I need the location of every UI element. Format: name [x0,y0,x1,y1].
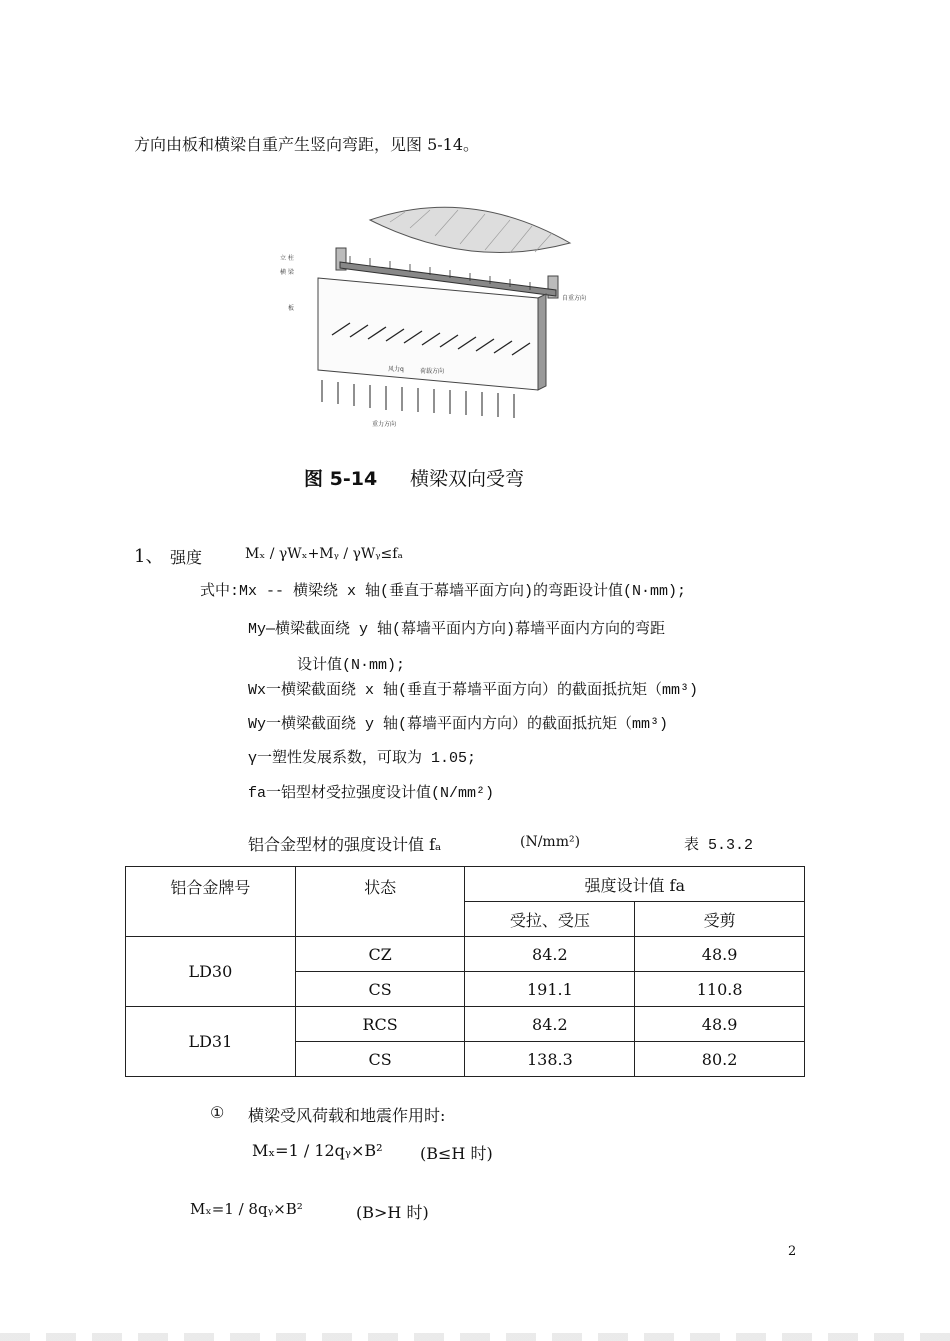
figure-caption-text: 横梁双向受弯 [410,468,525,490]
figure-label-wind: 风力q [388,366,404,373]
bottom-edge-artifact [0,1333,950,1341]
definition-wy: Wy一横梁截面绕 y 轴(幕墙平面内方向）的截面抵抗矩（mm³) [248,716,669,733]
section-number: 1、 [134,546,164,567]
figure-label-load: 荷载方向 [420,368,445,375]
moment-condition-2: (B>H 时) [356,1203,429,1222]
header-strength: 强度设计值 fa [465,867,805,902]
header-state: 状态 [295,867,465,937]
state-cell: CS [295,1042,465,1077]
figure-label-gravity: 重力方向 [372,421,397,428]
state-cell: CZ [295,937,465,972]
definition-my-cont: 设计值(N·mm); [297,657,406,674]
figure-label-beam: 横 梁 [280,269,294,276]
figure-label-column: 立 柱 [280,255,294,262]
definition-mx: 式中:Mx -- 横梁绕 x 轴(垂直于幕墙平面方向)的弯距设计值(N·mm); [200,583,687,600]
tension-cell: 84.2 [465,937,635,972]
strength-table [125,866,805,1077]
shear-cell: 110.8 [635,972,805,1007]
moment-formula-2: Mₓ=1 / 8qᵧ×B² [190,1200,303,1218]
figure-caption-number: 图 5-14 [304,468,378,490]
section-title: 强度 [170,548,203,567]
table-number: 表 5.3.2 [684,837,754,854]
shear-cell: 48.9 [635,1007,805,1042]
definition-gamma: γ一塑性发展系数，可取为 1.05; [248,750,477,767]
definition-fa: fa一铝型材受拉强度设计值(N/mm²) [248,785,495,802]
tension-cell: 84.2 [465,1007,635,1042]
shear-cell: 80.2 [635,1042,805,1077]
table-row [126,937,805,972]
table-unit: (N/mm²) [520,834,581,850]
figure-label-self-weight: 自重方向 [562,295,587,302]
state-cell: RCS [295,1007,465,1042]
beam-bending-figure [270,198,600,438]
tension-cell: 191.1 [465,972,635,1007]
definition-wx: Wx一横梁截面绕 x 轴(垂直于幕墙平面方向）的截面抵抗矩（mm³) [248,682,699,699]
tension-cell: 138.3 [465,1042,635,1077]
case-text: 横梁受风荷载和地震作用时: [248,1106,446,1125]
page-number: 2 [788,1244,797,1259]
moment-formula-1: Mₓ=1 / 12qᵧ×B² [252,1141,383,1160]
moment-condition-1: (B≤H 时) [420,1144,493,1163]
header-grade: 铝合金牌号 [126,867,296,937]
header-shear: 受剪 [635,902,805,937]
case-marker: ① [210,1103,225,1122]
definition-my: My—横梁截面绕 y 轴(幕墙平面内方向)幕墙平面内方向的弯距 [248,621,666,638]
figure-label-plate: 板 [288,305,295,312]
strength-formula: Mₓ / γWₓ+Mᵧ / γWᵧ≤fₐ [245,546,403,562]
table-title: 铝合金型材的强度设计值 fₐ [248,835,442,854]
shear-cell: 48.9 [635,937,805,972]
grade-cell: LD30 [126,937,296,1007]
grade-cell: LD31 [126,1007,296,1077]
state-cell: CS [295,972,465,1007]
table-row [126,1007,805,1042]
moment-diagram [370,207,570,252]
intro-text: 方向由板和横梁自重产生竖向弯距，见图 5-14。 [134,135,480,154]
header-tension: 受拉、受压 [465,902,635,937]
